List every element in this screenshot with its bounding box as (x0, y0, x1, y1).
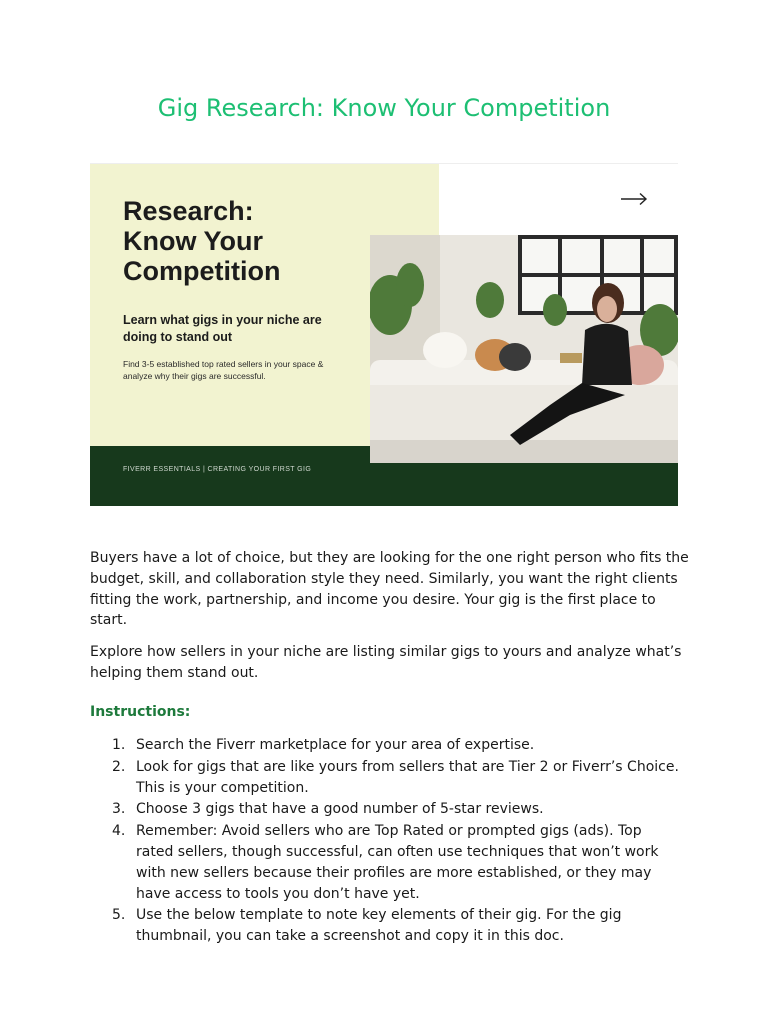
banner-image (90, 163, 678, 506)
instructions-heading: Instructions: (90, 704, 191, 720)
list-text: Remember: Avoid sellers who are Top Rated or prompted gigs (ads). Top rated sellers, though successful, can often use techniques that won’t work with new sellers because their profiles are more established, or they may have access to tools you don’t have yet. (136, 823, 659, 902)
list-text: Look for gigs that are like yours from sellers that are Tier 2 or Fiverr’s Choice. This is your competition. (136, 758, 679, 796)
list-number: 5. (112, 907, 126, 924)
banner-heading-line: Research: (123, 196, 254, 226)
list-item (90, 735, 680, 756)
list-text: Choose 3 gigs that have a good number of 5-star reviews. (136, 801, 544, 818)
list-item (90, 905, 680, 947)
list-text: Search the Fiverr marketplace for your area of expertise. (136, 737, 535, 753)
instructions-list (90, 735, 680, 948)
banner-footer-text: FIVERR ESSENTIALS | CREATING YOUR FIRST GIG (123, 466, 312, 473)
list-text: Use the below template to note key elements of their gig. For the gig thumbnail, you can take a screenshot and copy it in this doc. (136, 907, 622, 945)
list-item (90, 799, 680, 820)
banner-heading-line: Know Your (123, 226, 263, 256)
arrow-right-icon (620, 191, 648, 207)
list-item (90, 757, 680, 799)
page-title: Gig Research: Know Your Competition (157, 94, 611, 122)
banner-note: Find 3-5 established top rated sellers in your space & analyze why their gigs are successful. (123, 359, 324, 381)
explore-paragraph: Explore how sellers in your niche are listing similar gigs to yours and analyze what’s helping them stand out. (90, 644, 682, 681)
list-number: 3. (112, 801, 126, 818)
banner-heading-line: Competition (123, 256, 281, 286)
woman-on-sofa-photo (370, 235, 678, 463)
intro-paragraph: Buyers have a lot of choice, but they are looking for the one right person who fits the budget, skill, and collaboration style they need. Similarly, you want the right clients fitting the work, partnership, and income you desire. Your gig is the first place to start. (90, 550, 689, 629)
list-number: 2. (112, 758, 126, 775)
list-item (90, 821, 680, 904)
list-number: 1. (112, 737, 126, 753)
list-number: 4. (112, 823, 126, 840)
banner-subheading: Learn what gigs in your niche are doing to stand out (123, 313, 322, 344)
